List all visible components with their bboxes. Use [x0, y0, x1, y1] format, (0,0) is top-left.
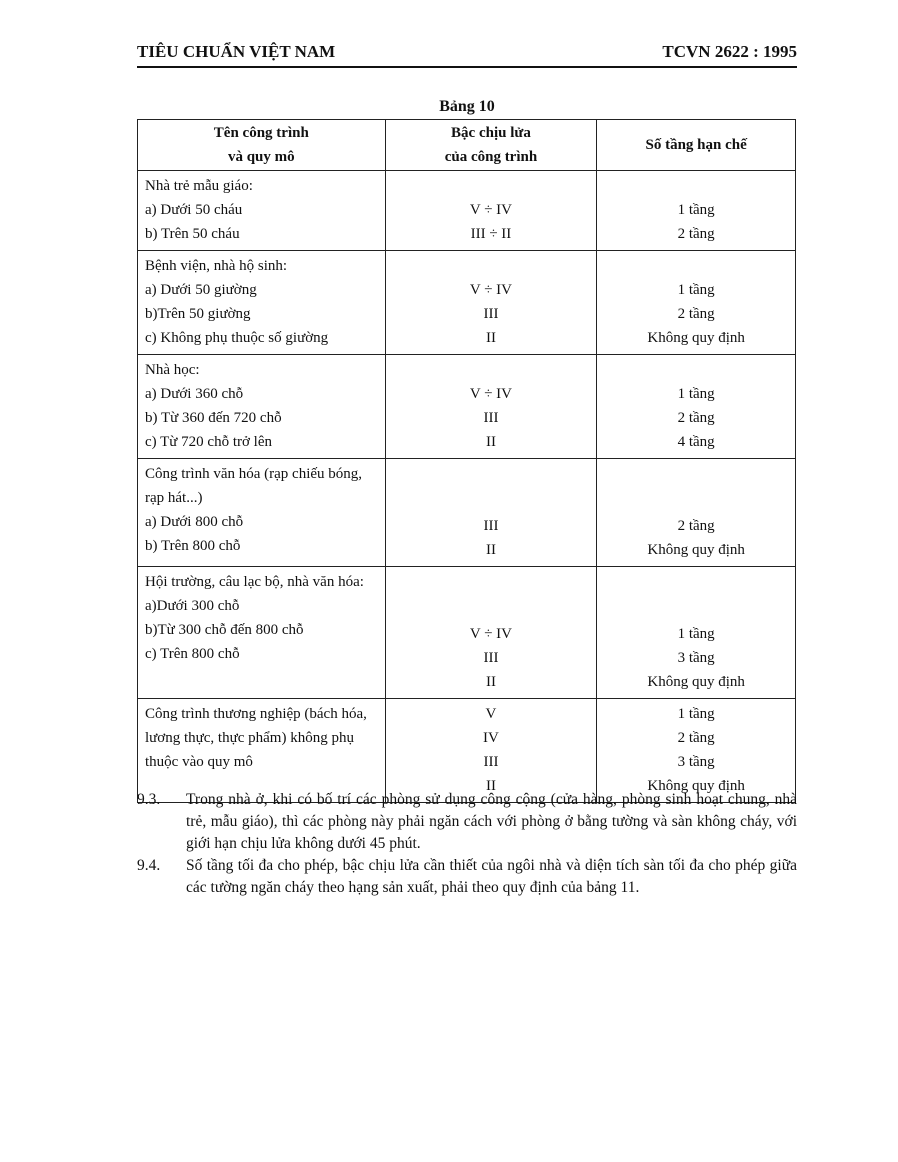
group-names	[138, 171, 386, 251]
column-header-fire-rating	[385, 120, 597, 171]
row-fire-rating: II	[485, 434, 496, 450]
paragraph-number: 9.4.	[137, 857, 161, 874]
row-name: a) Dưới 50 cháu	[145, 202, 243, 218]
paragraph-number: 9.3.	[137, 791, 161, 808]
group-names	[138, 567, 386, 699]
row-name: b) Từ 360 đến 720 chỗ	[145, 410, 282, 426]
row-name: a) Dưới 800 chỗ	[145, 514, 244, 530]
table-row	[138, 171, 796, 251]
group-fire-ratings	[385, 699, 597, 803]
paragraph-9-4	[137, 855, 797, 921]
row-fire-rating: II	[485, 542, 496, 558]
paragraph-text: Số tầng tối đa cho phép, bậc chịu lửa cần thiết của ngôi nhà và diện tích sàn tối đa cho phép giữa các tường ngăn cháy theo hạng sản xuất, phải theo quy định của bảng 11.	[186, 857, 797, 896]
row-name: a)Dưới 300 chỗ	[145, 598, 240, 614]
row-fire-rating: III ÷ II	[470, 226, 512, 242]
group-title: Bệnh viện, nhà hộ sinh:	[145, 258, 288, 274]
group-names	[138, 459, 386, 567]
row-fire-rating: V ÷ IV	[469, 282, 513, 298]
row-name: b)Từ 300 chỗ đến 800 chỗ	[145, 622, 304, 638]
row-fire-rating: III	[483, 518, 499, 534]
row-floors: 1 tầng	[677, 386, 715, 402]
group-fire-ratings	[385, 251, 597, 355]
paragraph-text: Trong nhà ở, khi có bố trí các phòng sử dụng công cộng (cửa hàng, phòng sinh hoạt chung, nhà trẻ, mẫu giáo), thì các phòng này phải ngăn cách với phòng ở bằng tường và sàn không cháy, với giới hạn chịu lửa không dưới 45 phút.	[186, 791, 797, 852]
row-floors: 2 tầng	[677, 226, 715, 242]
header-standard-code: TCVN 2622 : 1995	[662, 42, 797, 61]
group-title: Hội trường, câu lạc bộ, nhà văn hóa:	[145, 574, 364, 590]
group-floors	[597, 567, 796, 699]
group-fire-ratings	[385, 459, 597, 567]
column-header-name	[138, 120, 386, 171]
row-floors: Không quy định	[647, 778, 745, 794]
table-row	[138, 355, 796, 459]
table-row	[138, 459, 796, 567]
column-header-fire-rating-line1: Bậc chịu lửa	[451, 125, 531, 141]
group-fire-ratings	[385, 567, 597, 699]
table-row	[138, 567, 796, 699]
row-fire-rating: II	[485, 778, 496, 794]
row-floors: 1 tầng	[677, 626, 715, 642]
row-name: a) Dưới 360 chỗ	[145, 386, 244, 402]
group-title: Công trình văn hóa (rạp chiếu bóng, rạp hát...)	[145, 466, 363, 506]
row-floors: Không quy định	[647, 674, 745, 690]
group-floors	[597, 355, 796, 459]
row-fire-rating: III	[483, 650, 499, 666]
row-floors: Không quy định	[647, 542, 745, 558]
paragraph-9-3	[137, 789, 797, 855]
table-row	[138, 251, 796, 355]
group-fire-ratings	[385, 171, 597, 251]
fire-rating-table	[137, 119, 796, 803]
row-name: a) Dưới 50 giường	[145, 282, 257, 298]
row-fire-rating: V ÷ IV	[469, 626, 513, 642]
group-floors	[597, 251, 796, 355]
row-floors: 1 tầng	[677, 706, 715, 722]
group-title: Nhà học:	[145, 362, 200, 378]
row-floors: Không quy định	[647, 330, 745, 346]
row-fire-rating: IV	[483, 730, 499, 746]
row-floors: 4 tầng	[677, 434, 715, 450]
row-name: b) Trên 50 cháu	[145, 226, 240, 242]
row-floors: 2 tầng	[677, 410, 715, 426]
row-floors: 2 tầng	[677, 306, 715, 322]
row-fire-rating: II	[485, 674, 496, 690]
row-name: c) Không phụ thuộc số giường	[145, 330, 329, 346]
row-floors: 1 tầng	[677, 282, 715, 298]
group-title: Công trình thương nghiệp (bách hóa, lương thực, thực phẩm) không phụ thuộc vào quy mô	[145, 706, 367, 770]
row-floors: 3 tầng	[677, 754, 715, 770]
row-floors: 1 tầng	[677, 202, 715, 218]
page-header	[137, 40, 797, 68]
group-floors	[597, 459, 796, 567]
table-header-row	[138, 120, 796, 171]
group-names	[138, 355, 386, 459]
table-title: Bảng 10	[439, 98, 495, 115]
row-fire-rating: III	[483, 306, 499, 322]
table-row	[138, 699, 796, 803]
row-name: b)Trên 50 giường	[145, 306, 251, 322]
row-floors: 2 tầng	[677, 730, 715, 746]
row-name: c) Từ 720 chỗ trở lên	[145, 434, 273, 450]
group-fire-ratings	[385, 355, 597, 459]
column-header-fire-rating-line2: của công trình	[444, 149, 538, 165]
row-floors: 3 tầng	[677, 650, 715, 666]
row-fire-rating: V ÷ IV	[469, 386, 513, 402]
column-header-floors: Số tầng hạn chế	[597, 120, 796, 171]
row-fire-rating: V	[485, 706, 497, 722]
header-standard-name: TIÊU CHUẨN VIỆT NAM	[137, 42, 336, 61]
group-floors	[597, 171, 796, 251]
column-header-name-line2: và quy mô	[227, 149, 295, 165]
row-name: c) Trên 800 chỗ	[145, 646, 240, 662]
row-fire-rating: III	[483, 754, 499, 770]
group-names	[138, 251, 386, 355]
row-fire-rating: II	[485, 330, 496, 346]
row-fire-rating: III	[483, 410, 499, 426]
group-names	[138, 699, 386, 803]
column-header-name-line1: Tên công trình	[213, 125, 309, 141]
row-name: b) Trên 800 chỗ	[145, 538, 241, 554]
row-floors: 2 tầng	[677, 518, 715, 534]
row-fire-rating: V ÷ IV	[469, 202, 513, 218]
group-floors	[597, 699, 796, 803]
group-title: Nhà trẻ mẫu giáo:	[145, 178, 253, 194]
